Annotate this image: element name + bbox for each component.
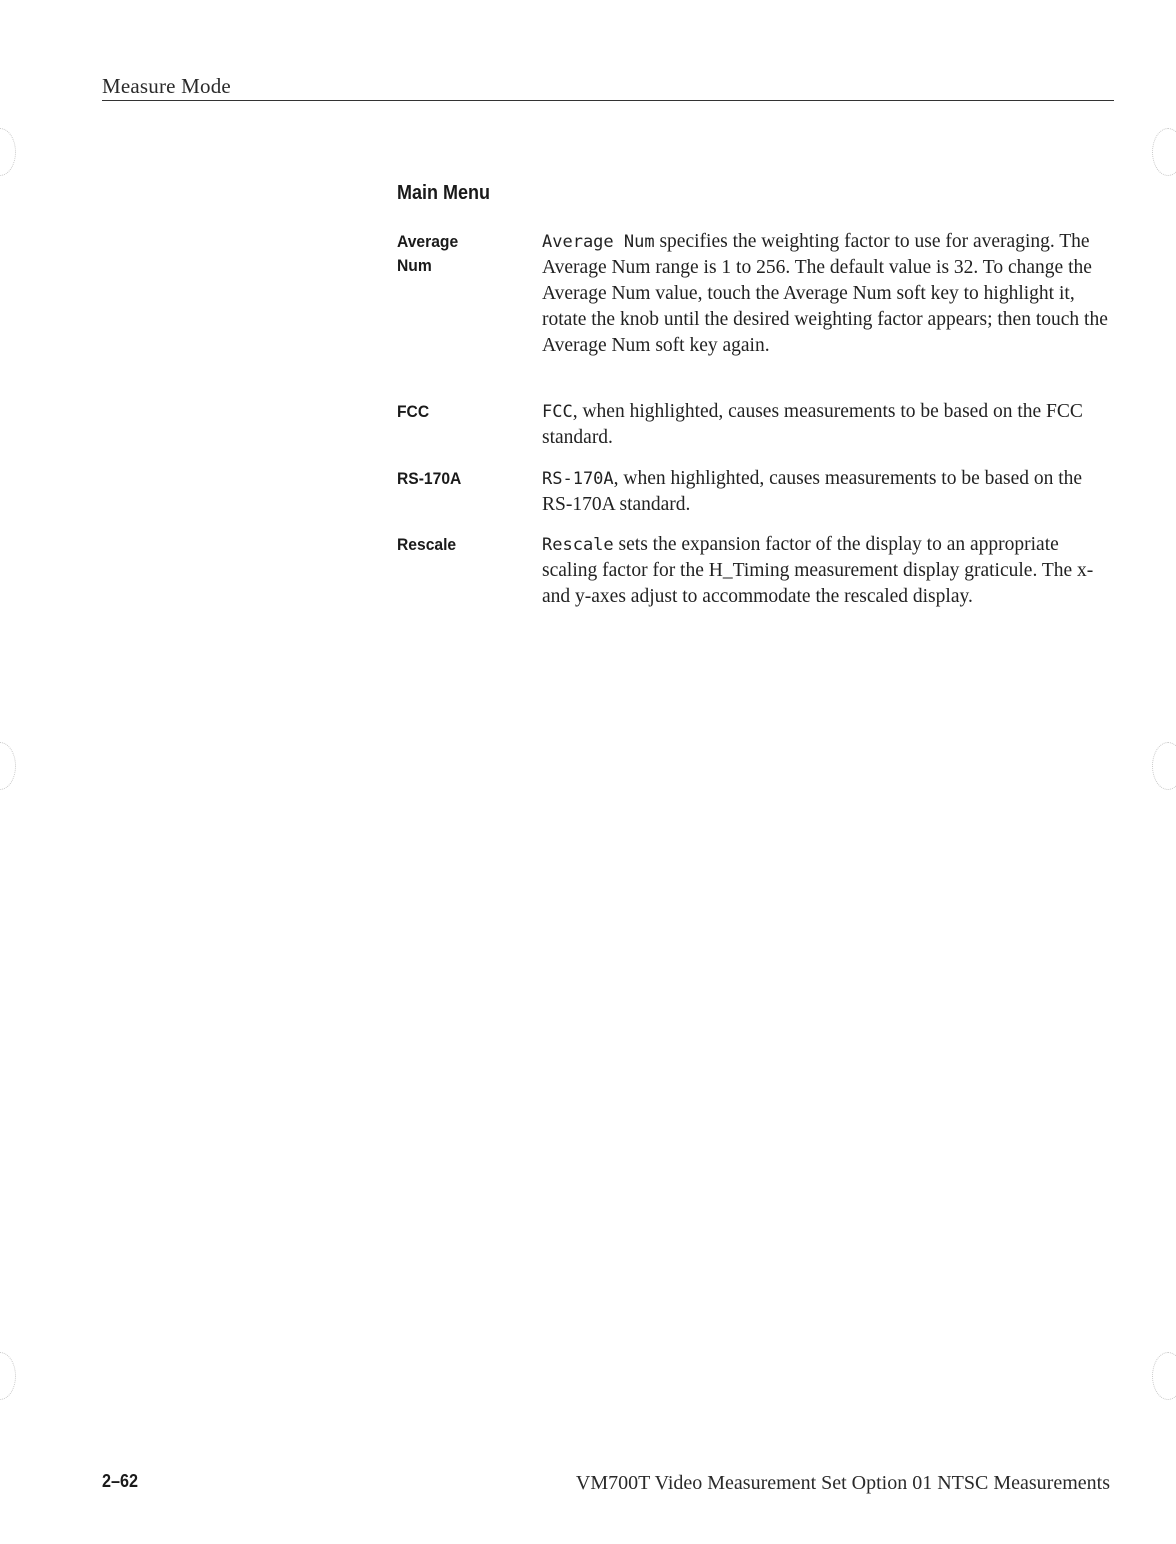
keyword: FCC	[542, 402, 573, 422]
running-head-title: Measure Mode	[102, 74, 231, 98]
binder-hole-mark	[0, 1352, 16, 1400]
description-text: sets the expansion factor of the display to an appropriate scaling factor for the H_Timing measurement display graticule. The x- and y-axes adjust to accommodate the rescaled display.	[542, 534, 1094, 607]
keyword: Rescale	[542, 535, 614, 555]
entry-term-line: Average	[397, 232, 459, 251]
binder-hole-mark	[1152, 1352, 1176, 1400]
description-text: , when highlighted, causes measurements to be based on the FCC standard.	[542, 401, 1083, 448]
binder-hole-mark	[0, 742, 16, 790]
entry-term-line: Num	[397, 256, 432, 275]
entry-term	[397, 230, 517, 278]
description-text: , when highlighted, causes measurements to be based on the RS-170A standard.	[542, 468, 1083, 515]
keyword: RS-170A	[542, 469, 614, 489]
binder-hole-mark	[1152, 742, 1176, 790]
binder-hole-mark	[1152, 128, 1176, 176]
header-rule	[102, 100, 1114, 101]
page-number: 2–62	[102, 1471, 139, 1491]
binder-hole-mark	[0, 128, 16, 176]
entry-description	[542, 399, 1117, 451]
entry-description	[542, 466, 1117, 518]
entry-description	[542, 532, 1117, 610]
keyword: Average Num	[542, 232, 655, 252]
entry-term: FCC	[397, 402, 430, 421]
entry-term: RS-170A	[397, 469, 462, 488]
footer-manual-title: VM700T Video Measurement Set Option 01 NTSC Measurements	[575, 1472, 1110, 1494]
section-heading: Main Menu	[397, 182, 491, 204]
entry-description	[542, 229, 1117, 359]
description-text: specifies the weighting factor to use for averaging. The Average Num range is 1 to 256. The default value is 32. To change the Average Num value, touch the Average Num soft key to highlight it, rotate the knob until the desired weighting factor appears; then touch the Average Num soft key again.	[542, 231, 1108, 356]
entry-term: Rescale	[397, 535, 457, 554]
